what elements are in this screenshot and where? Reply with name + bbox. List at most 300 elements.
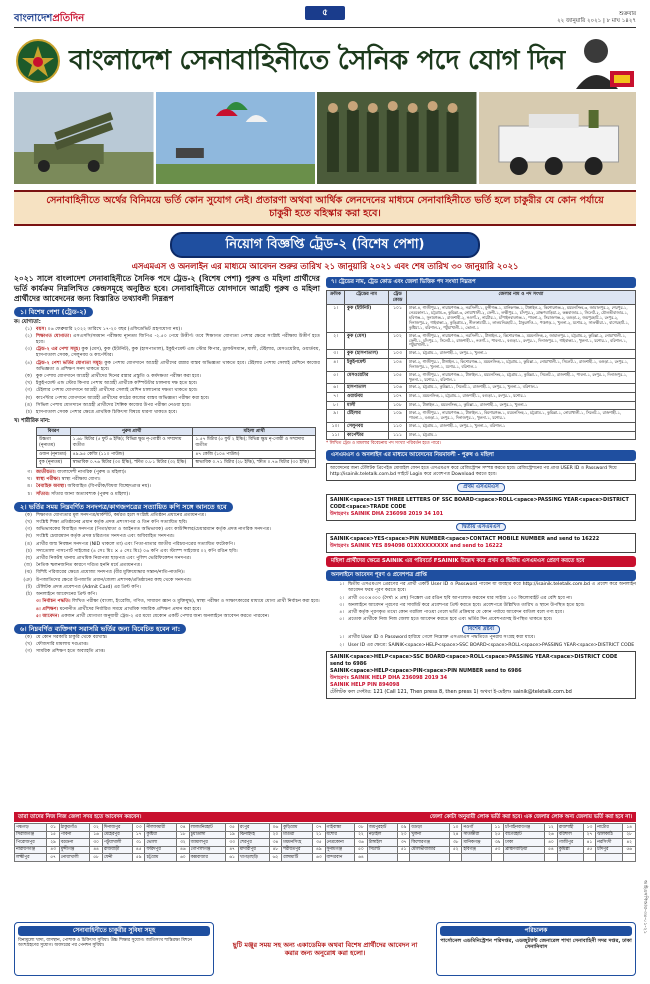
trade-serial: ১০। <box>327 423 345 432</box>
online-steps <box>326 582 636 623</box>
trade-serial: ৭। <box>327 393 345 402</box>
qualification-item <box>14 374 320 380</box>
trade-code: ১০৮ <box>389 401 407 410</box>
district-name: সিলেট <box>367 846 397 854</box>
district-name: যশোর <box>325 831 355 839</box>
district-code: ৬৪ <box>355 854 368 862</box>
district-code: ১৬ <box>90 831 103 839</box>
district-code: ৫৪ <box>545 846 558 854</box>
section-5-text: একজন প্রার্থী যোগ্যতা অনুযায়ী ট্রেড-২ এর মধ্যে যেকোন একটি পেশার জন্য অনলাইনে আবেদন করতে পারবেন। <box>60 613 270 619</box>
document-item <box>14 556 320 562</box>
qualification-item-text <box>36 347 320 359</box>
district-name: পাবনা <box>59 831 89 839</box>
district-info-bar <box>14 812 636 822</box>
requirement-item-number: ঘ। <box>27 477 32 483</box>
document-item-body: অনলাইনে আবেদনের প্রিন্ট কপি। <box>36 592 97 598</box>
qualification-item-number: (ক) <box>25 373 32 379</box>
trade-districts: ঢাকা-১, ময়মনসিংহ-১, চট্টগ্রাম-১, রাজশাহী-১, বগুড়া-১, রংপুর-১, যশোর-১ <box>407 393 636 402</box>
document-item-body: প্রার্থীর জন্ম নিবন্ধন সনদপত্র (NID থাকলে তা) এবং পিতা-মাতার জাতীয় পরিচয়পত্রের সত্যায়িত ফটোকপি। <box>36 541 235 547</box>
document-item <box>14 585 320 591</box>
district-row <box>15 824 636 832</box>
district-name: কিশোরগঞ্জ <box>410 839 450 847</box>
help-sms-box <box>326 651 636 699</box>
district-code: ৩৯ <box>491 839 504 847</box>
qualification-item-body: কুক (মেস), কুক (ইউনিট), কুক (হাসপাতাল), ইকুইপমেন্ট এন্ড স্টোর কিপার, ড্রাফটসম্যান, মালী, টেইলার, মেসওয়েটার, ওয়ার্ডবয়, হাসপাতাল সেবক, সেলুনবয় ও কার্পেন্টার। <box>36 347 320 359</box>
trade-header-cell: ক্রমিক <box>327 291 345 305</box>
district-name: লালমনিরহাট <box>189 824 226 832</box>
qualification-item-body: এসএসসি/সমমান পরীক্ষায় ন্যূনতম জিপিএ -২.৫০ পেয়ে উত্তীর্ণ। তবে শিক্ষাগত যোগ্যতা পেশার ক্ষেত্রে সংশ্লিষ্ট পরীক্ষায় উত্তীর্ণ হতে হবে। <box>36 333 320 345</box>
ispr-code: আইএসপিআর-৩৪-০১-২১ <box>642 880 648 934</box>
district-name <box>596 854 623 862</box>
district-code: ৪৪ <box>90 846 103 854</box>
trade-serial: ৩। <box>327 350 345 359</box>
trade-districts: ঢাকা-১, চট্টগ্রাম-১, রাজশাহী-১, রংপুর-১, খুলনা-১ <box>407 350 636 359</box>
district-code: ৩৩ <box>226 839 239 847</box>
physical-cell: স্বাভাবিক ০.৭১ মিটার (২৮ ইঞ্চি), স্ফীত ০.৭৬ মিটার (৩০ ইঞ্চি) <box>193 459 316 468</box>
requirement-item-text <box>36 492 320 498</box>
second-sms-label: দ্বিতীয় এসএমএস <box>456 523 507 532</box>
district-code: ২৩ <box>397 831 410 839</box>
exclusion-item-body: ফৌজদারি মামলায় দণ্ডপ্রাপ্ত। <box>36 642 89 648</box>
district-name: মাদারীপুর <box>238 846 269 854</box>
trade-code: ১০১ <box>389 305 407 332</box>
trade-name: মেসওয়েটার <box>345 371 389 384</box>
district-row <box>15 846 636 854</box>
note-item <box>326 643 636 649</box>
district-name: নাটোর <box>596 824 623 832</box>
district-name: মানিকগঞ্জ <box>462 839 491 847</box>
document-item-number: (ঘ) <box>25 534 32 540</box>
online-step <box>326 617 636 623</box>
deadline-line: এসএমএস ও অনলাইন এর মাধ্যমে আবেদন শুরুর তারিখ ২১ জানুয়ারি ২০২১ এবং শেষ তারিখ ৩০ জানুয়ারি ২০২১ <box>131 260 519 271</box>
trade-row <box>327 401 636 410</box>
qualification-item-number: (ঙ) <box>24 402 32 408</box>
district-code: ৪০ <box>545 839 558 847</box>
missile-launcher-photo <box>14 92 154 184</box>
district-name: টাঙ্গাইল <box>367 839 397 847</box>
qualification-item <box>14 410 320 416</box>
district-code: ৫৯ <box>132 854 145 862</box>
exclusion-item-body: সামরিক প্রশিক্ষণ হতে অব্যাহতি প্রাপ্ত। <box>36 649 106 655</box>
district-code: ৩৫ <box>312 839 325 847</box>
exclusion-item-text <box>36 635 320 641</box>
trade-name: হাসপাতাল <box>345 384 389 393</box>
online-step-text <box>348 610 636 616</box>
document-item-number: (চ) <box>25 548 32 554</box>
trade-code: ১০৭ <box>389 393 407 402</box>
district-code: ১১ <box>491 824 504 832</box>
online-step-text <box>348 582 636 594</box>
district-code: ৫৭ <box>47 854 60 862</box>
district-code: ৬১ <box>226 854 239 862</box>
help-sms-1-text: SAINIK<space>HELP<space>SSC BOARD<space>ROLL<space>PASSING YEAR<space>DISTRICT CODE send to 6986 <box>330 653 618 667</box>
note-item-body: User ID এর ক্ষেত্রে: SAINIK<space>HELP<space>SSC BOARD<space>ROLL<space>PASSING YEAR<space>DISTRICT CODE <box>348 642 635 648</box>
exclusion-item-number: (ক) <box>25 635 32 641</box>
district-row <box>15 831 636 839</box>
section-1-heading: ১। বিশেষ পেশা (ট্রেড-২) <box>14 307 93 317</box>
main-headline: বাংলাদেশ সেনাবাহিনীতে সৈনিক পদে যোগ দিন <box>69 45 565 77</box>
district-code <box>583 854 596 862</box>
page-number: ৫ <box>305 6 345 20</box>
trade-header-cell: ট্রেডের নাম <box>345 291 389 305</box>
trade-row <box>327 305 636 332</box>
district-name: শরীয়তপুর <box>282 846 313 854</box>
district-code: ২৬ <box>545 831 558 839</box>
requirement-item-key: বৈবাহিক অবস্থা। <box>36 484 66 490</box>
title-band <box>14 32 636 90</box>
benefits-box <box>14 922 214 976</box>
online-step-body: প্রার্থী ৩০০×৩০০ (দৈর্ঘ্য × প্রস্থ) পিক্সেল এর রঙিন ছবি আপলোড করবেন যার সাইজ ১০০ কিলোবাইট এর বেশি হবে না। <box>348 595 573 601</box>
first-sms-label: প্রথম এসএমএস <box>457 483 505 492</box>
district-name: শেরপুর <box>238 839 269 847</box>
requirement-item <box>14 470 320 476</box>
district-code: ৪৭ <box>226 846 239 854</box>
marching-soldiers-photo <box>317 92 476 184</box>
district-code: ২২ <box>355 831 368 839</box>
district-name: খুলনা <box>410 831 450 839</box>
document-item-body: শিক্ষাগত যোগ্যতার মূল সনদপত্র/মার্কশীট, কর্মরত হলে সংশ্লিষ্ট প্রতিষ্ঠান প্রধানের প্রত্যয়নপত্র। <box>36 512 206 518</box>
trade-name: সেলুনবয় <box>345 423 389 432</box>
section-4 <box>14 607 320 613</box>
requirement-item-text <box>36 484 320 490</box>
district-code: ৩৭ <box>397 839 410 847</box>
district-name: ভোলা <box>145 839 177 847</box>
trade-row <box>327 423 636 432</box>
qualification-item-body: ইকুইপমেন্ট এন্ড স্টোর কিপার পেশায় আগ্রহী প্রার্থীকে কম্পিউটার চালনায় দক্ষ হতে হবে। <box>36 381 198 387</box>
district-name <box>367 854 397 862</box>
qualification-item-number: (৩) <box>25 347 32 353</box>
district-name: বগুড়া <box>410 824 450 832</box>
online-step-number: ২। <box>339 595 344 601</box>
district-name: ঠাকুরগাঁও <box>59 824 89 832</box>
district-code: ২৪ <box>449 831 462 839</box>
trade-row <box>327 410 636 423</box>
district-name: পঞ্চগড় <box>15 824 47 832</box>
document-item-number: (ক) <box>25 512 32 518</box>
district-code: ১২ <box>545 824 558 832</box>
qualification-item <box>14 388 320 394</box>
right-column <box>326 274 636 850</box>
help-example-2: SAINIK HELP PIN 894098 <box>330 681 400 688</box>
document-item-body: উপজাতিদের ক্ষেত্রে উপজাতি প্রধান/জেলা প্রশাসক/প্রতিষ্ঠানের কাছ থেকে সনদপত্র। <box>36 577 192 583</box>
trade-row <box>327 371 636 384</box>
qualification-item-text <box>36 388 320 394</box>
trade-table-header <box>327 291 636 305</box>
qualification-item-number: (৪) <box>25 360 32 366</box>
help-sms-1 <box>330 654 632 668</box>
online-step-number: ৪। <box>339 610 344 616</box>
qualification-item-body: টেইলার পেশায় যোগদানে আগ্রহী প্রার্থীদের সেলাই মেশিন চালানোর দক্ষতা থাকতে হবে। <box>36 388 198 394</box>
document-item <box>14 592 320 598</box>
requirement-item-body: বাংলাদেশী নাগরিক (পুরুষ ও মহিলা)। <box>57 469 127 475</box>
note-item-body: প্রার্থীর User ID ও Password হারিয়ে গেলে নিম্নোক্ত এসএমএস পদ্ধতিতে পুনরায় সংগ্রহ করা যাবে। <box>348 635 536 641</box>
qualification-item <box>14 347 320 359</box>
mujib-portrait <box>566 33 636 89</box>
trade-row <box>327 332 636 350</box>
qualification-item-number: (২) <box>25 333 32 339</box>
qualification-item-text <box>36 381 320 387</box>
requirement-item-number: গ। <box>27 469 32 475</box>
qualification-item <box>14 334 320 346</box>
newspaper-brand <box>14 13 84 26</box>
sms-rules-heading: এসএমএস ও অনলাইন এর মাধ্যমে আবেদনের নিয়মাবলী - পুরুষ ও মহিলা <box>326 450 636 461</box>
document-item-text <box>36 570 320 576</box>
trade-serial: ২। <box>327 332 345 350</box>
qualification-item <box>14 361 320 373</box>
district-name: সুনামগঞ্জ <box>325 846 355 854</box>
requirement-item-key: সাঁতার। <box>36 491 50 497</box>
district-name: মেহেরপুর <box>102 831 132 839</box>
physical-cell: ১.৫৭ মিটার (৫ ফুট ২ ইঞ্চি); বিভিন্ন ক্ষুদ্র নৃ-গোষ্ঠী ও সম্প্রদায় ব্যতীত <box>193 436 316 450</box>
district-name: বান্দরবান <box>325 854 355 862</box>
physical-label: খ। শারীরিক মান: <box>14 418 51 425</box>
document-item-number: (ঙ) <box>24 541 32 547</box>
director-box <box>436 922 636 976</box>
district-code: ১৪ <box>623 824 636 832</box>
district-row <box>15 839 636 847</box>
document-item-number: (ঝ) <box>24 570 32 576</box>
documents-list <box>14 513 320 598</box>
exclusion-item-text <box>36 642 320 648</box>
document-item-body: সংশ্লিষ্ট শিক্ষা প্রতিষ্ঠানের প্রধান কর্তৃক প্রদত্ত প্রশংসাপত্র ও তিন কপি সত্যায়িত ছবি। <box>36 520 188 526</box>
section-2-heading: ২। ভর্তির সময় নিম্নবর্ণিত সনদপত্র/কাগজপত্রের সত্যায়িত কপি সঙ্গে আনতে হবে <box>14 502 233 512</box>
trade-districts: ঢাকা-২, গাজীপুর-১, নারায়ণগঞ্জ-১, টাঙ্গাইল-১, ময়মনসিংহ-১, চট্টগ্রাম-১, কুমিল্লা-১, সিলেট-১, রাজশাহী-১, পাবনা-১, রংপুর-১, দিনাজপুর-১, খুলনা-১, যশোর-১, বরিশাল-১ <box>407 371 636 384</box>
help-sms-2-text: SAINIK<space>HELP<space>PIN<space>PIN NUMBER send to 6986 <box>330 667 522 674</box>
trade-name: কার্পেন্টার <box>345 431 389 440</box>
trade-code: ১১১ <box>389 431 407 440</box>
left-column <box>14 274 320 850</box>
district-name: রাজশাহী <box>557 824 583 832</box>
document-item-text <box>36 578 320 584</box>
document-item-text <box>36 513 320 519</box>
physical-cell: ১.৬৮ মিটার (৫ ফুট ৬ ইঞ্চি); বিভিন্ন ক্ষুদ্র নৃ-গোষ্ঠী ও সম্প্রদায় ব্যতীত <box>70 436 193 450</box>
district-code: ২৭ <box>583 831 596 839</box>
physical-cell: স্বাভাবিক ০.৭৬ মিটার (৩০ ইঞ্চি), স্ফীত ০.৮১ মিটার (৩২ ইঞ্চি) <box>70 459 193 468</box>
qualification-item-text <box>36 327 320 333</box>
help-contact: টেলিটক কল সেন্টার: 121 (Call 121, Then press 8, then press 1) অথবা ই-মেইলঃ sainik@teletalk.com.bd <box>330 688 572 695</box>
qualification-item-body: ০৬ ফেব্রুয়ারি ২০২২ তারিখে ১৭-২০ বছর (এফিডেভিট গ্রহণযোগ্য নয়)। <box>47 326 182 332</box>
online-step-number: ৫। <box>339 617 344 623</box>
document-item-body: প্রার্থীর নিকটস্থ থানায় প্রাথমিক নিরাপত্তা ছাড়পত্র এবং পুলিশ ভেরিফিকেশন সনদপত্র। <box>36 556 192 562</box>
district-name: ফেনী <box>102 854 132 862</box>
document-item-text <box>36 563 320 569</box>
district-code: ৫৮ <box>90 854 103 862</box>
physical-row <box>37 450 316 459</box>
district-code: ৪৫ <box>132 846 145 854</box>
qualification-item-key: ট্রেড-২ পেশা ভর্তির যোগ্যতা সমূহ। <box>36 360 103 366</box>
trade-name: টেইলার <box>345 410 389 423</box>
district-name: নীলফামারী <box>145 824 177 832</box>
document-item-text <box>36 542 320 548</box>
district-code: ১৮ <box>177 831 190 839</box>
trade-table <box>326 290 636 440</box>
district-code: ১৭ <box>132 831 145 839</box>
second-sms-format: SAINIK<space>YES<space>PIN NUMBER<space>CONTACT MOBILE NUMBER and send to 16222 <box>330 536 600 543</box>
district-code: ০৪ <box>177 824 190 832</box>
physical-standards-table <box>36 427 316 468</box>
online-step-text <box>348 596 636 602</box>
exclusion-item <box>14 649 320 655</box>
qualification-item-number: (খ) <box>25 381 32 387</box>
document-item <box>14 520 320 526</box>
document-item <box>14 513 320 519</box>
district-name: নারায়ণগঞ্জ <box>15 846 47 854</box>
district-name: জয়পুরহাট <box>367 824 397 832</box>
document-item-number: (ঞ) <box>23 577 32 583</box>
district-code: ৪১ <box>583 839 596 847</box>
first-sms-format: SAINIK<space>1ST THREE LETTERS OF SSC BOARD<space>ROLL<space>PASSING YEAR<space>DISTRICT CODE<space>TRADE CODE <box>330 496 629 510</box>
misc-requirements <box>14 470 320 498</box>
requirement-item <box>14 477 320 483</box>
requirement-item <box>14 492 320 498</box>
online-step <box>326 603 636 609</box>
document-item-text <box>36 534 320 540</box>
trade-serial: ৯। <box>327 410 345 423</box>
qualification-item-body: সিভিল পেশায় যোগদানে আগ্রহী প্রার্থীদের শৈল্পিক কাজের উপর পরীক্ষা নেওয়া হবে। <box>36 402 191 408</box>
district-name: নোয়াখালী <box>59 854 89 862</box>
trade-serial: ১১। <box>327 431 345 440</box>
document-item-text <box>36 527 320 533</box>
district-code: ৬৩ <box>312 854 325 862</box>
online-step <box>326 596 636 602</box>
qualification-item-text <box>36 403 320 409</box>
district-name: জামালপুর <box>189 839 226 847</box>
footer <box>14 922 636 976</box>
benefits-text: বিনামূল্যে খাদ্য, বাসস্থান, পোশাক ও চিকিৎসা সুবিধা। উচ্চ শিক্ষার সুযোগ। জাতিসংঘ শান্তিরক্ষা মিশনে অংশগ্রহণের সুযোগ। অবসরের পর পেনশন সুবিধা। <box>18 937 192 948</box>
requirement-item-text <box>36 477 320 483</box>
trade-row <box>327 350 636 359</box>
exclusion-item-body: যে কোন সরকারি চাকুরি থেকে বরখাস্ত। <box>36 635 108 641</box>
district-code: ১৩ <box>583 824 596 832</box>
online-step-body: অনলাইনে আবেদন পূরণের পর সাবমিট করে প্রবেশপত্র প্রিন্ট করতে হবে। প্রবেশপত্রে উল্লিখিত তারিখ ও স্থানে উপস্থিত হতে হবে। <box>348 602 585 608</box>
document-item <box>14 570 320 576</box>
trade-districts: ঢাকা-১, চট্টগ্রাম-১ <box>407 431 636 440</box>
requirement-item-body: স্বাস্থ্য পরীক্ষায় যোগ্য। <box>61 477 101 483</box>
online-step-number: ১। <box>339 582 344 588</box>
district-name: মুন্সীগঞ্জ <box>59 846 89 854</box>
document-item <box>14 563 320 569</box>
exclusion-list <box>14 635 320 656</box>
district-name: নরসিংদী <box>596 839 623 847</box>
trade-name: মালী <box>345 401 389 410</box>
section-4-heading: ৪। প্রশিক্ষণ। <box>36 606 59 612</box>
qualification-label: ক। যোগ্যতা: <box>14 318 41 325</box>
brand-part-2: প্রতিদিন <box>52 12 85 24</box>
district-code: ০৫ <box>226 824 239 832</box>
qualification-item-text <box>36 410 320 416</box>
district-code: ১৫ <box>47 831 60 839</box>
district-name: ব্রাহ্মণবাড়িয়া <box>504 846 545 854</box>
district-code: ৪৮ <box>269 846 282 854</box>
online-step-text <box>348 603 636 609</box>
district-name: ময়মনসিংহ <box>282 839 313 847</box>
section-3-heading: ৩। নির্বাচন পদ্ধতি। <box>36 599 71 605</box>
section-6-heading: ৬। নিম্নবর্ণিত ব্যক্তিগণ সরাসরি ভর্তির জন্য বিবেচিত হবেন না: <box>14 624 186 634</box>
document-item-number: (খ) <box>25 520 32 526</box>
trade-serial: ১। <box>327 305 345 332</box>
trade-code: ১১০ <box>389 423 407 432</box>
district-code: ৫২ <box>449 846 462 854</box>
district-name: গাজীপুর <box>557 839 583 847</box>
district-name: ফরিদপুর <box>145 846 177 854</box>
section-3 <box>14 599 320 605</box>
qualification-list <box>14 327 320 417</box>
district-code: ০২ <box>90 824 103 832</box>
document-item-text <box>36 592 320 598</box>
requirement-item-number: চ। <box>27 491 32 497</box>
district-code: ০৭ <box>312 824 325 832</box>
district-name: কক্সবাজার <box>189 854 226 862</box>
district-code: ৫১ <box>397 846 410 854</box>
district-name: নড়াইল <box>367 831 397 839</box>
district-name: চাঁদপুর <box>596 846 623 854</box>
qualification-item <box>14 403 320 409</box>
special-notes <box>326 635 636 648</box>
document-item <box>14 578 320 584</box>
trade-serial: ৪। <box>327 358 345 371</box>
qualification-item-text <box>36 334 320 346</box>
trade-name: কুক (মেস) <box>345 332 389 350</box>
district-code: ৫৫ <box>583 846 596 854</box>
note-item-text <box>348 643 636 649</box>
district-code: ০৬ <box>269 824 282 832</box>
requirement-item-text <box>36 470 320 476</box>
bottom-bar-right: জেলা কোটা অনুযায়ী লোক ভর্তি করা হবে। এক জেলার লোক অন্য জেলায় ভর্তি করা হবে না। <box>429 813 632 820</box>
district-code: ১৯ <box>226 831 239 839</box>
help-example-1: উদাহরণঃ SAINIK HELP DHA 236098 2019 34 <box>330 674 448 681</box>
requirement-item-key: জাতীয়তা। <box>36 469 56 475</box>
district-code: ৪৬ <box>177 846 190 854</box>
qualification-item <box>14 327 320 333</box>
notice-title: নিয়োগ বিজ্ঞপ্তি ট্রেড-২ (বিশেষ পেশা) <box>170 232 480 258</box>
district-code: ২১ <box>312 831 325 839</box>
day-label: শুক্রবার <box>618 11 636 18</box>
bottom-bar-left: তারা তাদের নিজ নিজ জেলা সদর হতে আবেদন করবেন। <box>18 813 142 820</box>
district-name: দিনাজপুর <box>102 824 132 832</box>
trade-districts: ঢাকা-২, চট্টগ্রাম-১, কুমিল্লা-১, সিলেট-১, রাজশাহী-১, রংপুর-১, খুলনা-১, বরিশাল-১ <box>407 384 636 393</box>
district-name: চট্টগ্রাম <box>145 854 177 862</box>
district-row <box>15 854 636 862</box>
trade-code: ১০৬ <box>389 384 407 393</box>
note-item-number: ১। <box>339 635 344 641</box>
district-code <box>623 854 636 862</box>
trade-row <box>327 393 636 402</box>
section-5-heading: ৫। আবেদন। <box>36 613 60 619</box>
district-code: ৩৪ <box>269 839 282 847</box>
physical-row <box>37 436 316 450</box>
online-step-body: দ্বিতীয় এসএমএস প্রেরণের পর প্রার্থী একটি User ID ও Password পাবেন যা ব্যবহার করে http://isainik.teletalk.com.bd এ প্রবেশ করে অনলাইন আবেদন ফরম পূরণ করতে হবে। <box>348 582 636 594</box>
trade-row <box>327 358 636 371</box>
dateline <box>557 11 636 25</box>
document-item-number: (ছ) <box>25 556 32 562</box>
document-item-number: (গ) <box>25 527 32 533</box>
trade-code: ১০৩ <box>389 350 407 359</box>
section-7-heading: ৭। ট্রেডের নাম, ট্রেড কোড এবং জেলা ভিত্তিক পদ সংখ্যা নিম্নরূপ <box>326 277 636 288</box>
district-code: ০৮ <box>355 824 368 832</box>
exclusion-item-number: (গ) <box>25 649 32 655</box>
qualification-item-body: কুক পেশায় যোগদানে আগ্রহী প্রার্থীদের দিনের রান্নার প্রস্তুতি ও কর্মদক্ষতা পরীক্ষা করা হবে। <box>36 373 201 379</box>
physical-table-header <box>37 427 316 436</box>
content-columns <box>14 274 636 850</box>
second-sms-example: উদাহরণঃ SAINIK YES 894098 01XXXXXXXXX and send to 16222 <box>330 543 503 550</box>
district-name <box>462 854 491 862</box>
document-item-body: সংশ্লিষ্ট চেয়ারম্যান কর্তৃক প্রদত্ত চরিত্রগত সনদপত্র এবং অবিবাহিত সনদপত্র। <box>36 534 175 540</box>
sms-rules-text: আবেদনের জন্য টেলিটক প্রিপেইড মোবাইল ফোন হতে এসএমএস করে রেজিস্ট্রেশন সম্পন্ন করতে হবে। রেজিস্ট্রেশনের পর প্রাপ্ত USER ID ও Password দিয়ে http://isainik.teletalk.com.bd সাইটে Login করে প্রবেশপত্র Download করতে হবে। <box>326 463 636 481</box>
document-item <box>14 527 320 533</box>
trade-row <box>327 384 636 393</box>
district-code: ২৮ <box>623 831 636 839</box>
online-step-text <box>348 617 636 623</box>
